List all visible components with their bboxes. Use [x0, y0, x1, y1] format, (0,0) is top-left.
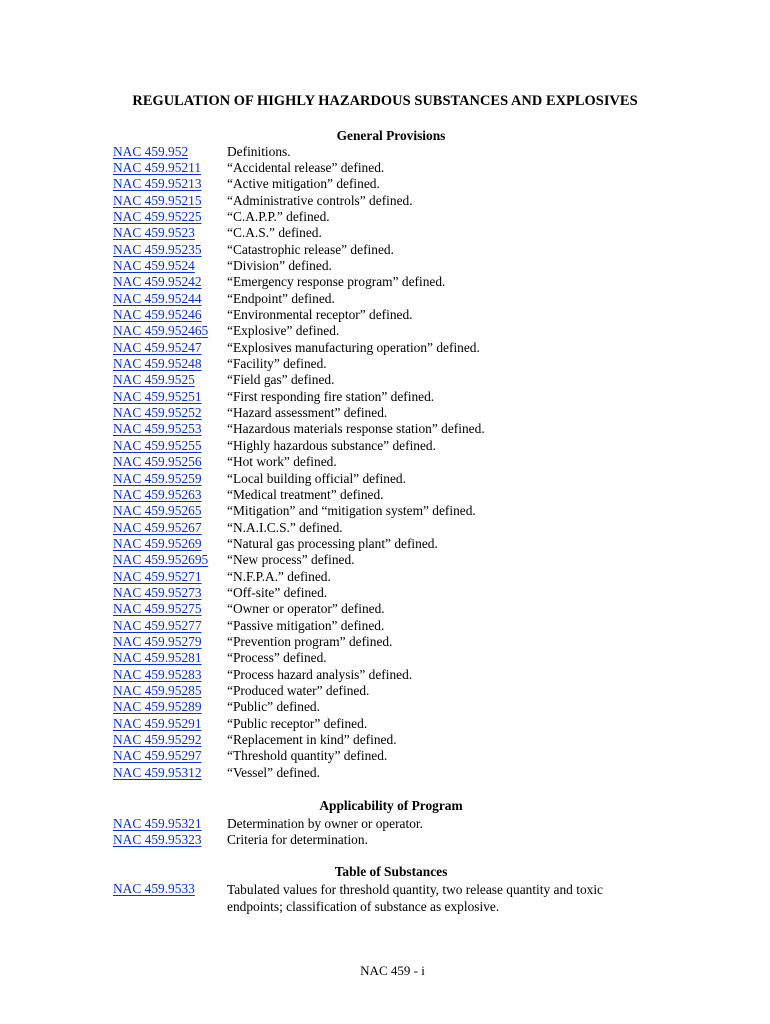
section-description: “Public receptor” defined. — [227, 715, 368, 731]
section-link[interactable]: NAC 459.95277 — [113, 617, 202, 633]
section-link[interactable]: NAC 459.95213 — [113, 176, 202, 192]
section-description: “New process” defined. — [227, 552, 355, 568]
section-link[interactable]: NAC 459.95275 — [113, 601, 202, 617]
section-description: “Hazard assessment” defined. — [227, 405, 388, 421]
section-link[interactable]: NAC 459.9533 — [113, 880, 195, 896]
section-description: Definitions. — [227, 143, 291, 159]
section-link[interactable]: NAC 459.95225 — [113, 208, 202, 224]
section-link[interactable]: NAC 459.952465 — [113, 323, 209, 339]
section-description: Criteria for determination. — [227, 831, 368, 847]
section-description: “Hot work” defined. — [227, 454, 337, 470]
section-description: “Off-site” defined. — [227, 584, 328, 600]
section-description: “Explosive” defined. — [227, 323, 340, 339]
section-link[interactable]: NAC 459.95247 — [113, 339, 202, 355]
section-description: “N.A.I.C.S.” defined. — [227, 519, 343, 535]
section-description: “Owner or operator” defined. — [227, 601, 385, 617]
section-link[interactable]: NAC 459.95273 — [113, 584, 202, 600]
section-link[interactable]: NAC 459.95285 — [113, 683, 202, 699]
section-link[interactable]: NAC 459.95271 — [113, 568, 202, 584]
section-description: “Local building official” defined. — [227, 470, 406, 486]
section-description: “Facility” defined. — [227, 356, 327, 372]
section-description: “Hazardous materials response station” defined. — [227, 421, 485, 437]
section-link[interactable]: NAC 459.95265 — [113, 503, 202, 519]
section-description: “Endpoint” defined. — [227, 290, 335, 306]
section-description: “Medical treatment” defined. — [227, 486, 384, 502]
section-description: “Threshold quantity” defined. — [227, 748, 388, 764]
section-link[interactable]: NAC 459.95215 — [113, 192, 202, 208]
section-link[interactable]: NAC 459.95244 — [113, 290, 202, 306]
section-link[interactable]: NAC 459.952695 — [113, 552, 209, 568]
section-heading: General Provisions — [336, 128, 446, 143]
section-link[interactable]: NAC 459.952 — [113, 143, 189, 159]
section-link[interactable]: NAC 459.9523 — [113, 225, 195, 241]
section-description: “Explosives manufacturing operation” defined. — [227, 339, 480, 355]
section-link[interactable]: NAC 459.95321 — [113, 815, 202, 831]
section-description: “First responding fire station” defined. — [227, 388, 435, 404]
section-description: “N.F.P.A.” defined. — [227, 568, 331, 584]
section-link[interactable]: NAC 459.95255 — [113, 437, 202, 453]
section-description: “Environmental receptor” defined. — [227, 307, 413, 322]
page-number: NAC 459 - i — [360, 963, 425, 978]
section-description: “Field gas” defined. — [227, 372, 335, 388]
section-description: “C.A.S.” defined. — [227, 225, 322, 241]
section-link[interactable]: NAC 459.95256 — [113, 454, 202, 470]
section-link[interactable]: NAC 459.95269 — [113, 535, 202, 551]
section-link[interactable]: NAC 459.95281 — [113, 650, 202, 666]
section-link[interactable]: NAC 459.95251 — [113, 388, 202, 404]
section-link[interactable]: NAC 459.95263 — [113, 486, 202, 502]
section-description: “Process hazard analysis” defined. — [227, 666, 413, 682]
section-description: “Replacement in kind” defined. — [227, 732, 397, 748]
section-link[interactable]: NAC 459.95252 — [113, 405, 202, 421]
section-link[interactable]: NAC 459.95267 — [113, 519, 202, 535]
section-link[interactable]: NAC 459.95248 — [113, 356, 202, 372]
section-link[interactable]: NAC 459.95283 — [113, 666, 202, 682]
section-description: “Vessel” defined. — [227, 764, 320, 780]
section-description: “Catastrophic release” defined. — [227, 241, 394, 257]
section-link[interactable]: NAC 459.95246 — [113, 307, 202, 322]
section-description: “Active mitigation” defined. — [227, 176, 380, 192]
section-link[interactable]: NAC 459.95289 — [113, 699, 202, 715]
section-heading: Table of Substances — [334, 864, 448, 879]
section-description: “Emergency response program” defined. — [227, 274, 446, 290]
section-link[interactable]: NAC 459.95253 — [113, 421, 202, 437]
section-description: “Process” defined. — [227, 650, 327, 666]
section-description: “Division” defined. — [227, 257, 332, 273]
section-link[interactable]: NAC 459.95292 — [113, 732, 202, 748]
section-description: “Natural gas processing plant” defined. — [227, 535, 438, 551]
section-link[interactable]: NAC 459.95291 — [113, 715, 202, 731]
section-link[interactable]: NAC 459.95297 — [113, 748, 202, 764]
section-link[interactable]: NAC 459.95235 — [113, 241, 202, 257]
section-description: “Passive mitigation” defined. — [227, 617, 385, 633]
section-heading: Applicability of Program — [319, 798, 463, 813]
section-link[interactable]: NAC 459.95279 — [113, 634, 202, 649]
document-title: REGULATION OF HIGHLY HAZARDOUS SUBSTANCES AND EXPLOSIVES — [132, 93, 638, 109]
section-description: “Administrative controls” defined. — [227, 192, 413, 208]
section-link[interactable]: NAC 459.95211 — [113, 159, 202, 175]
section-link[interactable]: NAC 459.95323 — [113, 831, 202, 847]
section-link[interactable]: NAC 459.9524 — [113, 257, 195, 273]
section-description: “Produced water” defined. — [227, 683, 370, 699]
section-description: “C.A.P.P.” defined. — [227, 208, 330, 224]
section-description: Tabulated values for threshold quantity, two release quantity and toxic endpoints; classification of substance as explosive. — [227, 881, 603, 914]
section-link[interactable]: NAC 459.9525 — [113, 372, 195, 388]
section-description: Determination by owner or operator. — [227, 815, 423, 831]
section-description: “Highly hazardous substance” defined. — [227, 437, 436, 453]
section-description: “Public” defined. — [227, 699, 320, 715]
section-link[interactable]: NAC 459.95312 — [113, 764, 202, 780]
section-description: “Accidental release” defined. — [227, 159, 385, 175]
section-description: “Mitigation” and “mitigation system” defined. — [227, 503, 476, 519]
section-description: “Prevention program” defined. — [227, 634, 393, 649]
section-link[interactable]: NAC 459.95242 — [113, 274, 202, 290]
section-link[interactable]: NAC 459.95259 — [113, 470, 202, 486]
